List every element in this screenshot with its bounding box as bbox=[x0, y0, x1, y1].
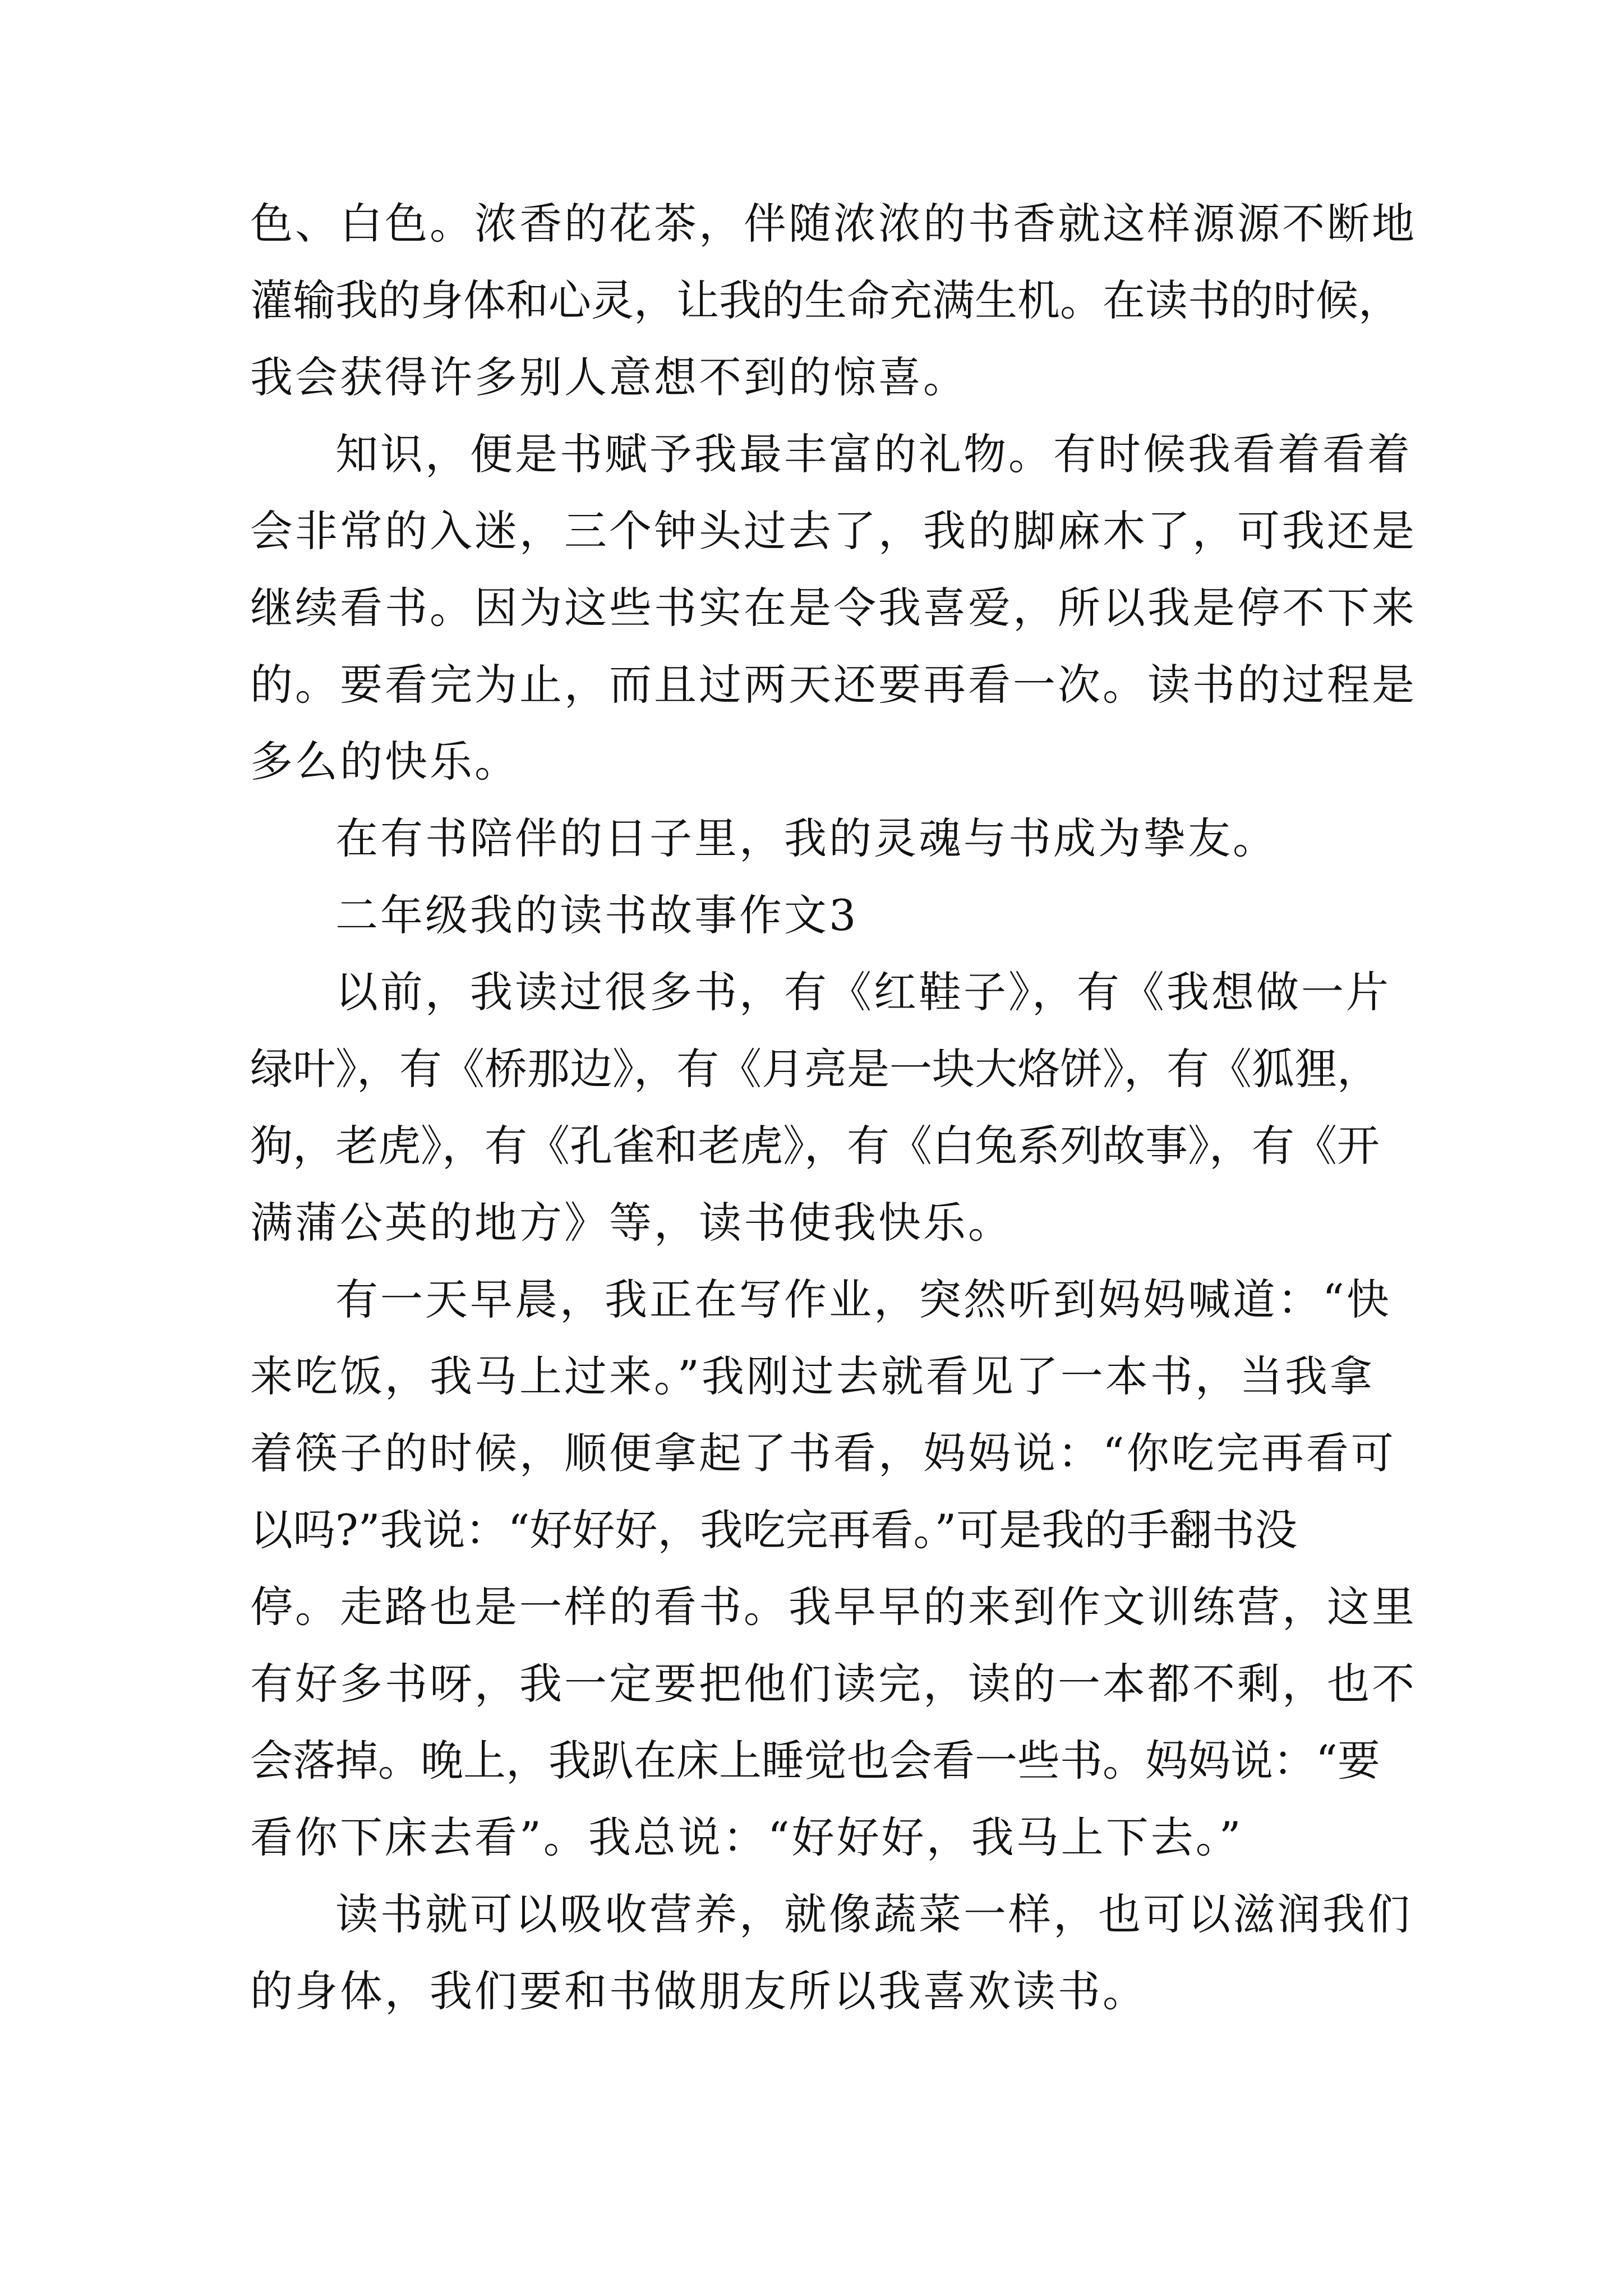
text-line: 绿叶》，有《桥那边》，有《月亮是一块大烙饼》，有《狐狸， bbox=[250, 1044, 1380, 1094]
text-line: 灌输我的身体和心灵，让我的生命充满生机。在读书的时候， bbox=[250, 275, 1401, 325]
text-line: 狗，老虎》，有《孔雀和老虎》，有《白兔系列故事》，有《开 bbox=[250, 1121, 1380, 1171]
text-line: 色、白色。浓香的花茶，伴随浓浓的书香就这样源源不断地 bbox=[250, 199, 1417, 249]
text-line: 在有书陪伴的日子里，我的灵魂与书成为挚友。 bbox=[335, 813, 1278, 863]
text-line: 的。要看完为止，而且过两天还要再看一次。读书的过程是 bbox=[250, 660, 1417, 710]
text-line: 停。走路也是一样的看书。我早早的来到作文训练营，这里 bbox=[250, 1582, 1417, 1632]
text-line: 的身体，我们要和书做朋友所以我喜欢读书。 bbox=[250, 1966, 1147, 2016]
text-line: 有好多书呀，我一定要把他们读完，读的一本都不剩，也不 bbox=[250, 1659, 1417, 1709]
text-line: 着筷子的时候，顺便拿起了书看，妈妈说：“你吃完再看可 bbox=[250, 1428, 1396, 1478]
text-line: 读书就可以吸收营养，就像蔬菜一样，也可以滋润我们 bbox=[335, 1889, 1412, 1939]
text-line: 有一天早晨，我正在写作业，突然听到妈妈喊道：“快 bbox=[335, 1274, 1391, 1324]
text-line: 知识，便是书赋予我最丰富的礼物。有时候我看着看着 bbox=[335, 429, 1412, 479]
text-line: 会非常的入迷，三个钟头过去了，我的脚麻木了，可我还是 bbox=[250, 506, 1417, 556]
text-line: 继续看书。因为这些书实在是令我喜爱，所以我是停不下来 bbox=[250, 583, 1417, 633]
text-line: 会落掉。晚上，我趴在床上睡觉也会看一些书。妈妈说：“要 bbox=[250, 1736, 1380, 1786]
text-line: 看你下床去看”。我总说：“好好好，我马上下去。” bbox=[250, 1812, 1243, 1862]
text-line: 来吃饭，我马上过来。”我刚过去就看见了一本书，当我拿 bbox=[250, 1351, 1375, 1401]
document-body bbox=[250, 185, 1417, 2030]
section-heading: 二年级我的读书故事作文3 bbox=[335, 890, 859, 940]
text-line: 满蒲公英的地方》等，读书使我快乐。 bbox=[250, 1198, 1013, 1248]
text-line: 以前，我读过很多书，有《红鞋子》，有《我想做一片 bbox=[335, 967, 1391, 1017]
text-line: 多么的快乐。 bbox=[250, 737, 519, 786]
text-line: 以吗?”我说：“好好好，我吃完再看。”可是我的手翻书没 bbox=[250, 1505, 1298, 1555]
text-line: 我会获得许多别人意想不到的惊喜。 bbox=[250, 352, 968, 402]
